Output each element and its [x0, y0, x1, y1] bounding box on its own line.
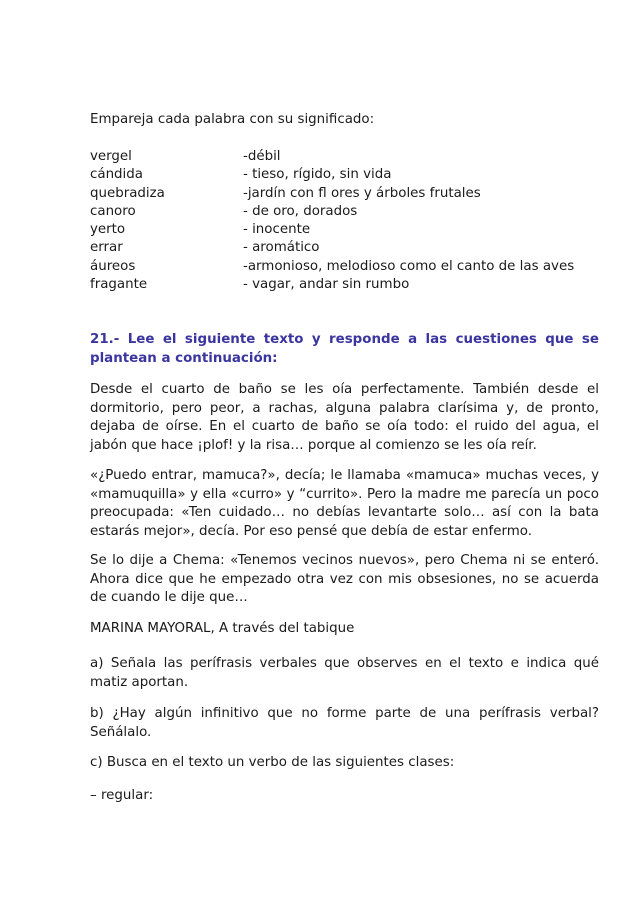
question-a: a) Señala las perífrasis verbales que observes en el texto e indica qué matiz aportan.	[90, 656, 599, 690]
matching-row	[90, 239, 599, 257]
matching-meaning: - vagar, andar sin rumbo	[243, 277, 410, 293]
text-paragraph: Se lo dije a Chema: «Tenemos vecinos nuevos», pero Chema ni se enteró. Ahora dice que he empezado otra vez con mis obsesiones, no se acuerda de cuando le dije que…	[90, 553, 599, 605]
matching-word: fragante	[90, 277, 148, 293]
matching-row	[90, 258, 599, 276]
text-paragraph: «¿Puedo entrar, mamuca?», decía; le llamaba «mamuca» muchas veces, y «mamuquilla» y ella «curro» y “currito». Pero la madre me parecía un poco preocupada: «Ten cuidado… no debías levantarte solo… así con la bata estarás mejor», decía. Por eso pensé que debía de estar enfermo.	[90, 468, 599, 539]
matching-row	[90, 148, 599, 166]
matching-meaning: - inocente	[243, 222, 311, 238]
matching-word: yerto	[90, 222, 126, 238]
matching-word: vergel	[90, 149, 132, 164]
matching-word: cándida	[90, 167, 143, 183]
matching-row	[90, 221, 599, 239]
matching-word: errar	[90, 240, 123, 256]
matching-list	[90, 148, 599, 294]
text-source: MARINA MAYORAL, A través del tabique	[90, 621, 355, 636]
matching-word: quebradiza	[90, 185, 165, 201]
matching-row	[90, 276, 599, 294]
matching-row	[90, 185, 599, 203]
text-paragraph: Desde el cuarto de baño se les oía perfectamente. También desde el dormitorio, pero peor, a rachas, alguna palabra clarísima y, de pronto, dejaba de oírse. En el cuarto de baño se oía todo: el ruido del agua, el jabón que hace ¡plof! y la risa… porque al comienzo se les oía reír.	[90, 382, 599, 453]
matching-row	[90, 166, 599, 184]
question-c: c) Busca en el texto un verbo de las siguientes clases:	[90, 755, 455, 770]
question-c-item-regular: – regular:	[90, 788, 154, 803]
matching-meaning: - aromático	[243, 240, 320, 256]
matching-instruction: Empareja cada palabra con su significado:	[90, 112, 375, 127]
matching-meaning: -débil	[243, 149, 281, 164]
matching-meaning: -jardín con fl ores y árboles frutales	[243, 185, 481, 201]
matching-meaning: -armonioso, melodioso como el canto de las aves	[243, 258, 575, 274]
matching-meaning: - tieso, rígido, sin vida	[243, 167, 392, 183]
matching-word: canoro	[90, 203, 136, 219]
exercise-heading: 21.- Lee el siguiente texto y responde a las cuestiones que se plantean a continuación:	[90, 332, 599, 366]
question-b: b) ¿Hay algún infinitivo que no forme parte de una perífrasis verbal? Señálalo.	[90, 706, 599, 740]
matching-meaning: - de oro, dorados	[243, 203, 358, 219]
matching-row	[90, 203, 599, 221]
matching-word: áureos	[90, 258, 136, 274]
